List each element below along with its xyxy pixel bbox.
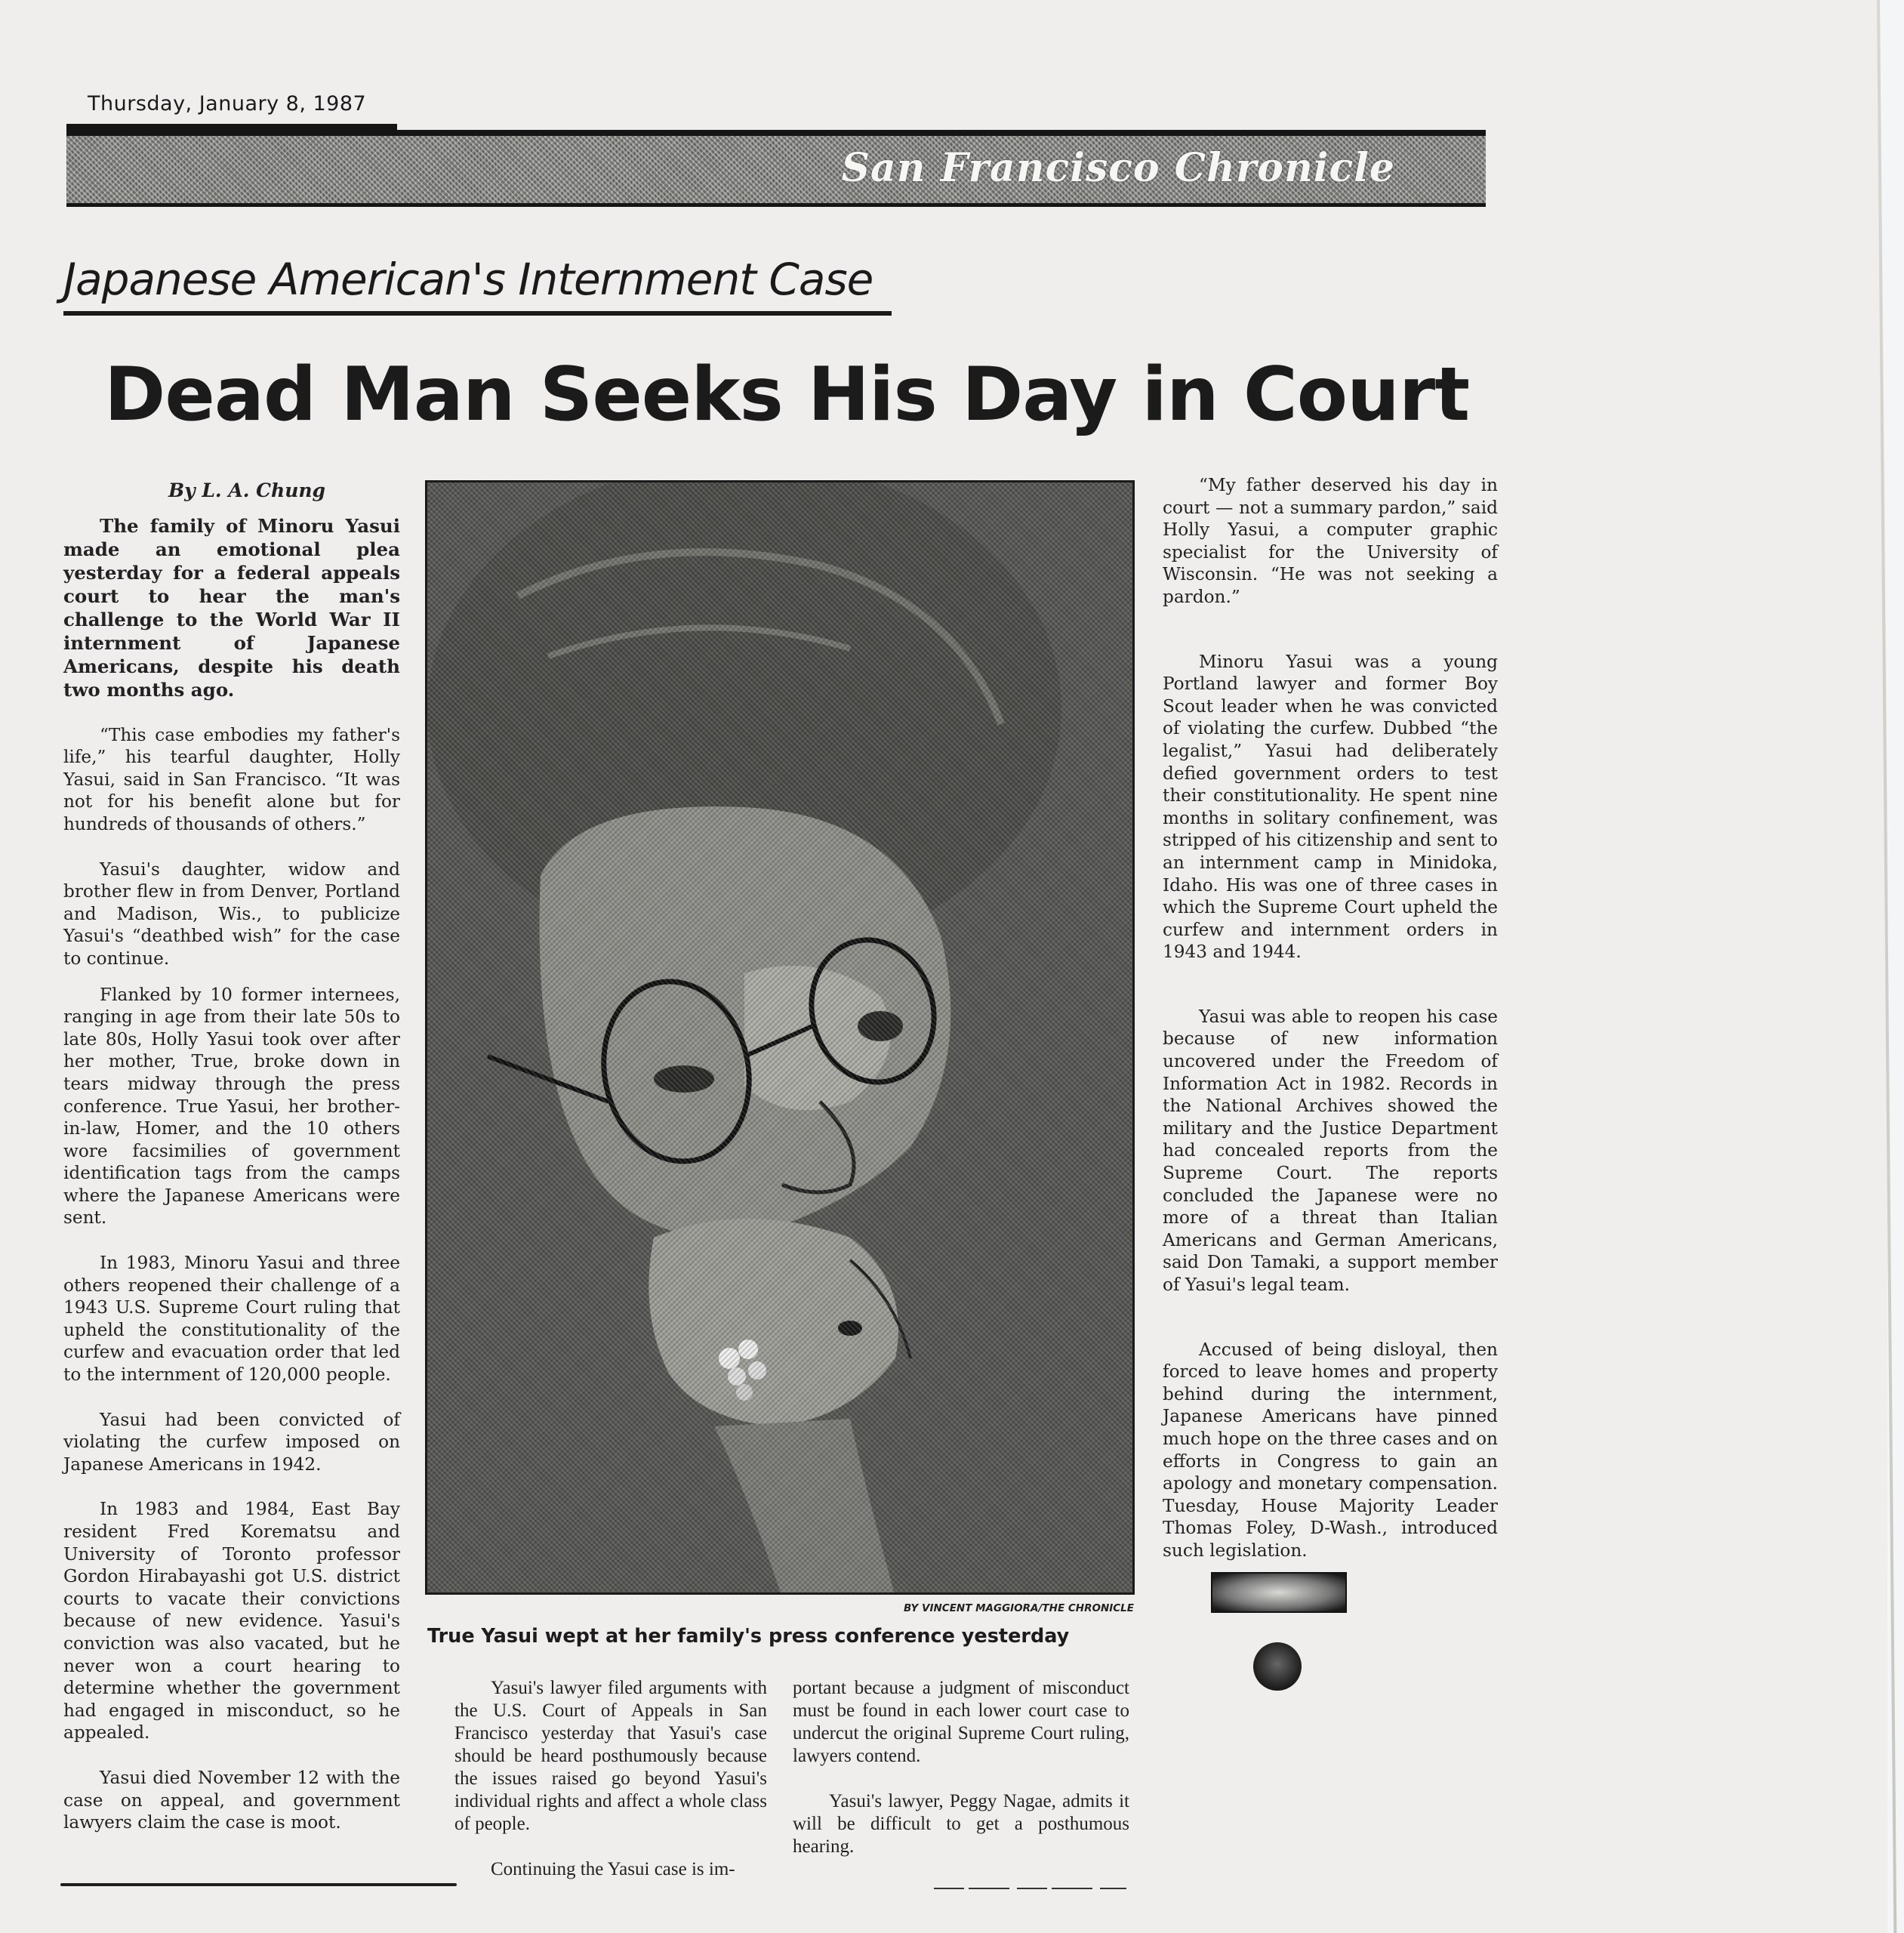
paragraph: Flanked by 10 former internees, ranging in age from their late 50s to late 80s, Holly Yasui took over after her mother, True, broke down in tears midway through the press conference. True Yasui, her brother-in-law, Homer, and the 10 others wore facsimilies of government identification tags from the camps where the Japanese Americans were sent.	[63, 984, 400, 1229]
paragraph: Yasui's daughter, widow and brother flew in from Denver, Portland and Madison, Wis., to publicize Yasui's “deathbed wish” for the case to continue.	[63, 859, 400, 969]
bottom-rule-left	[60, 1883, 457, 1886]
end-ornament-dot	[1253, 1642, 1302, 1691]
kicker-headline: Japanese American's Internment Case	[63, 254, 873, 305]
paragraph: Continuing the Yasui case is im-	[491, 1859, 735, 1879]
paragraph: Yasui's lawyer filed arguments with the U.S. Court of Appeals in San Francisco yesterday that Yasui's case should be heard posthumously because the issues raised go beyond Yasui's individual rights and affect a whole class of people.	[454, 1678, 767, 1834]
paragraph: Yasui was able to reopen his case because of new information uncovered under the Freedom of Information Act in 1982. Records in the National Archives showed the military and the Justice Department had concealed reports from the Supreme Court. The reports concluded the Japanese were no more of a threat than Italian Americans and German Americans, said Don Tamaki, a support member of Yasui's legal team.	[1163, 1006, 1498, 1295]
end-ornament-box	[1211, 1572, 1347, 1613]
column-right	[1163, 474, 1498, 1605]
paragraph: In 1983 and 1984, East Bay resident Fred Korematsu and University of Toronto professor Gordon Hirabayashi got U.S. district courts to vacate their convictions because of new evidence. Yasui's conviction was also vacated, but he never won a court hearing to determine whether the government had engaged in misconduct, so he appealed.	[63, 1499, 400, 1743]
kicker-underline	[63, 311, 892, 316]
paragraph: “This case embodies my father's life,” his tearful daughter, Holly Yasui, said in San Francisco. “It was not for his benefit alone but for hundreds of thousands of others.”	[63, 724, 400, 834]
paragraph: Yasui had been convicted of violating the curfew imposed on Japanese Americans in 1942.	[63, 1409, 400, 1475]
byline: By L. A. Chung	[168, 479, 326, 501]
paragraph: Yasui died November 12 with the case on appeal, and government lawyers claim the case is moot.	[63, 1767, 400, 1833]
halftone-texture	[427, 482, 1132, 1592]
photo-credit: BY VINCENT MAGGIORA/THE CHRONICLE	[903, 1602, 1134, 1614]
column-middle-a	[454, 1677, 767, 1904]
masthead-logo: San Francisco Chronicle	[841, 145, 1395, 191]
paragraph: Yasui's lawyer, Peggy Nagae, admits it will be difficult to get a posthumous hearing.	[793, 1791, 1129, 1857]
bottom-rule-right	[934, 1888, 1126, 1889]
masthead-banner	[66, 130, 1486, 207]
news-photo	[425, 480, 1135, 1595]
headline: Dead Man Seeks His Day in Court	[104, 352, 1470, 438]
paragraph: portant because a judgment of misconduct must be found in each lower court case to undercut the original Supreme Court ruling, lawyers contend.	[793, 1678, 1129, 1766]
paragraph: “My father deserved his day in court — not a summary pardon,” said Holly Yasui, a computer graphic specialist for the University of Wisconsin. “He was not seeking a pardon.”	[1163, 475, 1498, 607]
paragraph: The family of Minoru Yasui made an emotional plea yesterday for a federal appeals court to hear the man's challenge to the World War II internment of Japanese Americans, despite his death two months ago.	[63, 514, 400, 701]
photo-caption: True Yasui wept at her family's press conference yesterday	[427, 1625, 1070, 1648]
column-middle-b	[793, 1677, 1129, 1881]
dateline: Thursday, January 8, 1987	[88, 92, 367, 116]
paragraph: Accused of being disloyal, then forced to leave homes and property behind during the internment, Japanese Americans have pinned much hope on the three cases and on efforts in Congress to gain an apology and monetary compensation. Tuesday, House Majority Leader Thomas Foley, D-Wash., introduced such legislation.	[1163, 1339, 1498, 1561]
paragraph: In 1983, Minoru Yasui and three others reopened their challenge of a 1943 U.S. Supreme Court ruling that upheld the constitutionality of the curfew and evacuation order that led to the internment of 120,000 people.	[63, 1253, 400, 1386]
paragraph: Minoru Yasui was a young Portland lawyer and former Boy Scout leader when he was convicted of violating the curfew. Dubbed “the legalist,” Yasui had deliberately defied government orders to test their constitutionality. He spent nine months in solitary confinement, was stripped of his citizenship and sent to an internment camp in Minidoka, Idaho. His was one of three cases in which the Supreme Court upheld the curfew and internment orders in 1943 and 1944.	[1163, 651, 1498, 963]
column-left	[63, 479, 400, 1857]
